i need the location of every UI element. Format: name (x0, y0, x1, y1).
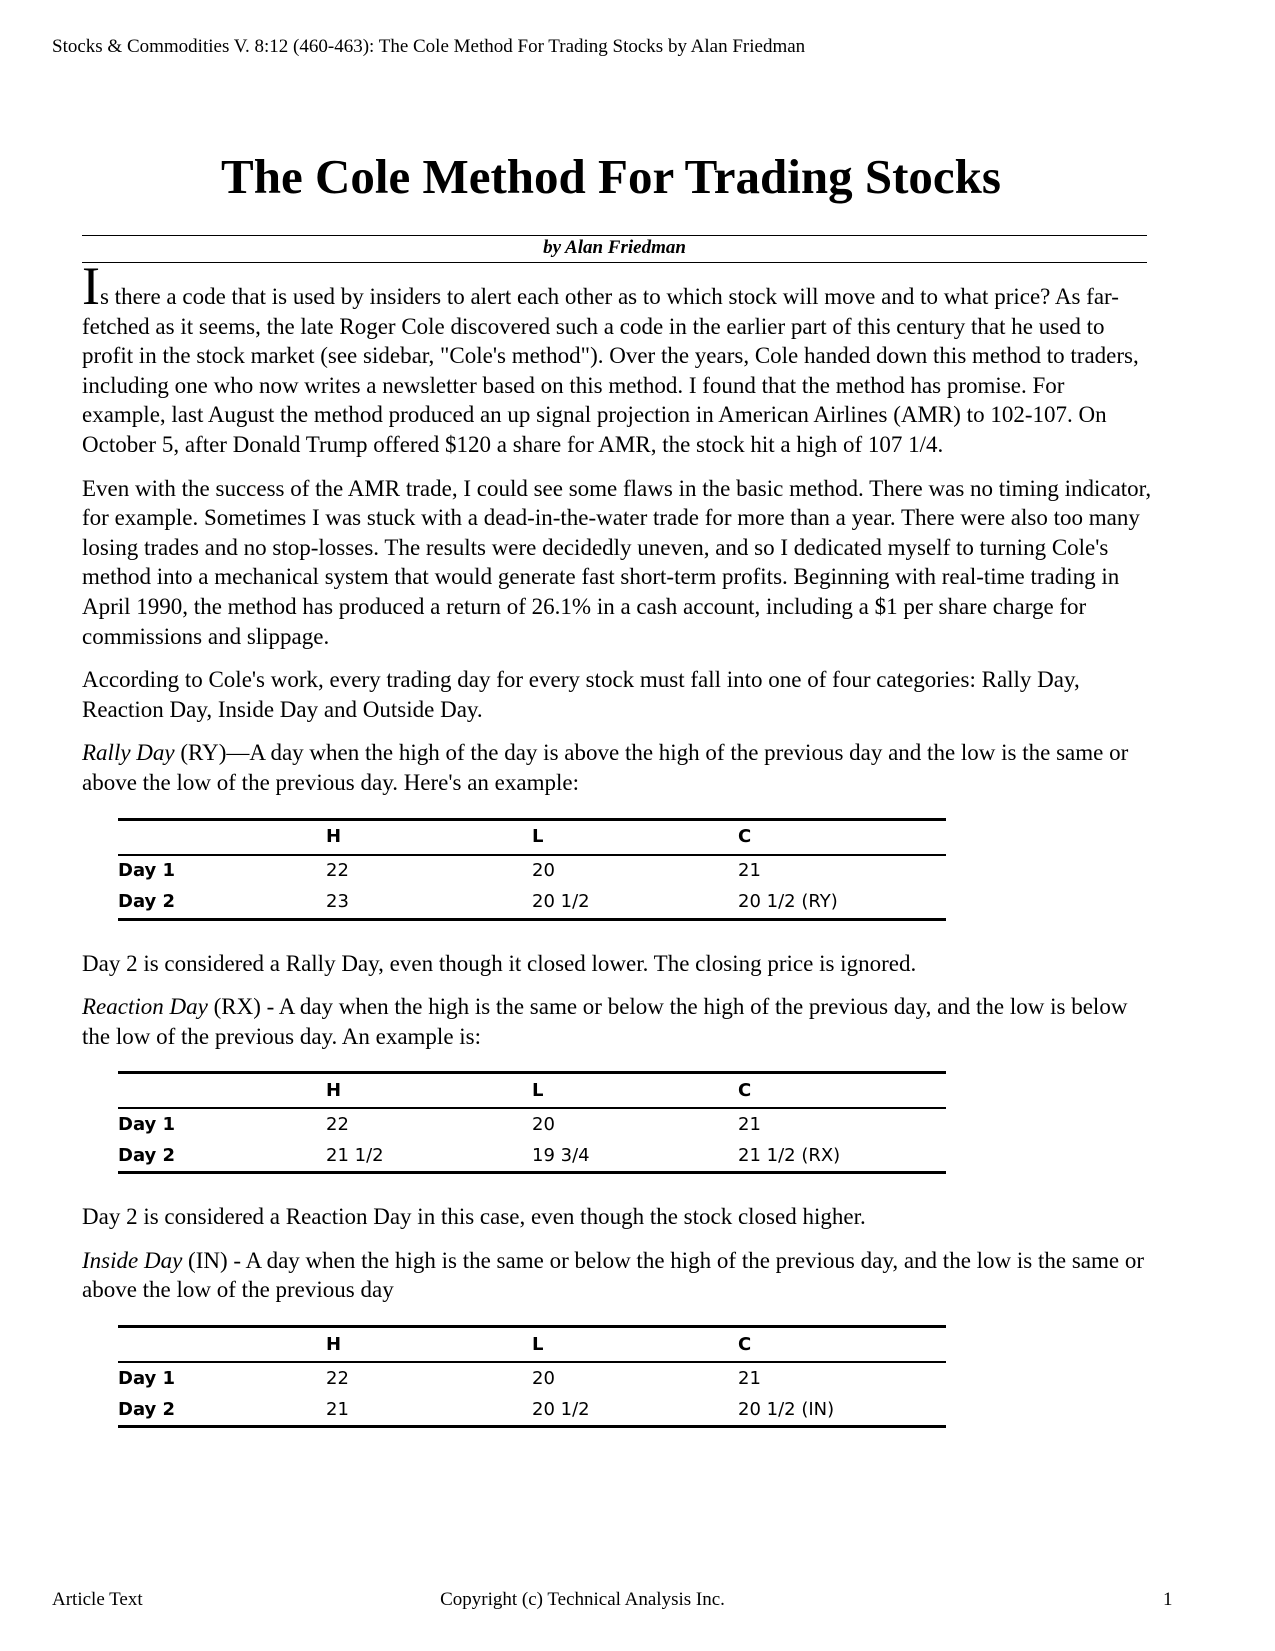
footer-copyright: Copyright (c) Technical Analysis Inc. (440, 1589, 725, 1610)
header-cell-low: L (532, 1333, 544, 1355)
header-cell (118, 1073, 326, 1109)
row-label: Day 2 (118, 1398, 176, 1420)
cell-low: 19 3/4 (532, 1144, 590, 1166)
cell-high: 22 (326, 1113, 349, 1135)
reaction-day-table (118, 1071, 946, 1174)
byline: by Alan Friedman (82, 235, 1147, 263)
inside-day-definition (82, 1246, 1152, 1305)
header-cell-close: C (738, 826, 752, 848)
row-label: Day 1 (118, 860, 176, 882)
row-label: Day 2 (118, 1144, 176, 1166)
table-row (118, 855, 946, 887)
cell-low: 20 (532, 860, 555, 882)
reaction-day-text: (RX) - A day when the high is the same or below the high of the previous day, and the low is below the low of the previous day. An example is: (82, 994, 1128, 1049)
cell-low: 20 (532, 1367, 555, 1389)
drop-cap: I (82, 256, 100, 316)
rally-day-term: Rally Day (82, 740, 175, 766)
cell-low: 20 (532, 1113, 555, 1135)
table-header-row (118, 819, 946, 855)
cell-high: 22 (326, 1367, 349, 1389)
cell-high: 21 1/2 (326, 1144, 384, 1166)
article-title: The Cole Method For Trading Stocks (221, 149, 1001, 204)
cell-low: 20 1/2 (532, 891, 590, 913)
rally-day-text: (RY)—A day when the high of the day is above the high of the previous day and the low is the same or above the low of the previous day. Here's an example: (82, 740, 1129, 795)
table-row (118, 1362, 946, 1394)
table-header-row (118, 1073, 946, 1109)
header-cell-low: L (532, 826, 544, 848)
header-cell-high: H (326, 1333, 342, 1355)
cell-close: 20 1/2 (IN) (738, 1398, 835, 1420)
paragraph-categories: According to Cole's work, every trading day for every stock must fall into one of four categories: Rally Day, Reaction Day, Inside Day and Outside Day. (82, 667, 1080, 722)
article-body (82, 256, 1152, 1456)
inside-day-text: (IN) - A day when the high is the same or below the high of the previous day, and the low is the same or above the low of the previous day (82, 1247, 1145, 1303)
inside-day-term: Inside Day (82, 1247, 183, 1273)
rally-day-table (118, 818, 946, 921)
table-row (118, 1108, 946, 1140)
header-cell (118, 1327, 326, 1363)
header-cell-high: H (326, 826, 342, 848)
reaction-day-note: Day 2 is considered a Reaction Day in this case, even though the stock closed higher. (82, 1204, 866, 1230)
inside-day-table (118, 1325, 946, 1428)
rally-day-definition (82, 738, 1152, 797)
table-row (118, 1394, 946, 1427)
rally-day-note: Day 2 is considered a Rally Day, even though it closed lower. The closing price is ignored. (82, 950, 917, 976)
reaction-day-term: Reaction Day (82, 994, 208, 1020)
cell-high: 21 (326, 1398, 349, 1420)
reaction-day-definition (82, 992, 1152, 1051)
table-header-row (118, 1327, 946, 1363)
header-cell-low: L (532, 1079, 544, 1101)
header-cell-close: C (738, 1079, 752, 1101)
cell-close: 21 1/2 (RX) (738, 1144, 841, 1166)
cell-close: 21 (738, 860, 761, 882)
cell-high: 22 (326, 860, 349, 882)
header-cell-close: C (738, 1333, 752, 1355)
cell-close: 21 (738, 1113, 761, 1135)
header-cell (118, 819, 326, 855)
paragraph-intro (82, 256, 1152, 460)
table-row (118, 887, 946, 920)
paragraph-flaws: Even with the success of the AMR trade, I could see some flaws in the basic method. There was no timing indicator, for example. Sometimes I was stuck with a dead-in-the-water trade for more than a year. There were also too many losing trades and no stop-losses. The results were decidedly uneven, and so I dedicated myself to turning Cole's method into a mechanical system that would generate fast short-term profits. Beginning with real-time trading in April 1990, the method has produced a return of 26.1% in a cash account, including a $1 per share charge for commissions and slippage. (82, 475, 1152, 649)
row-label: Day 1 (118, 1367, 176, 1389)
table-row (118, 1140, 946, 1173)
footer-section-label: Article Text (52, 1589, 143, 1610)
page-number: 1 (1163, 1589, 1173, 1610)
cell-close: 20 1/2 (RY) (738, 891, 838, 913)
row-label: Day 2 (118, 891, 176, 913)
row-label: Day 1 (118, 1113, 176, 1135)
cell-low: 20 1/2 (532, 1398, 590, 1420)
header-cell-high: H (326, 1079, 342, 1101)
cell-close: 21 (738, 1367, 761, 1389)
running-header: Stocks & Commodities V. 8:12 (460-463): The Cole Method For Trading Stocks by Alan Friedman (52, 36, 806, 57)
paragraph-intro-text: s there a code that is used by insiders to alert each other as to which stock will move and to what price? As far-fetched as it seems, the late Roger Cole discovered such a code in the earlier part of this century that he used to profit in the stock market (see sidebar, "Cole's method"). Over the years, Cole handed down this method to traders, including one who now writes a newsletter based on this method. I found that the method has promise. For example, last August the method produced an up signal projection in American Airlines (AMR) to 102-107. On October 5, after Donald Trump offered $120 a share for AMR, the stock hit a high of 107 1/4. (82, 284, 1139, 457)
cell-high: 23 (326, 891, 349, 913)
